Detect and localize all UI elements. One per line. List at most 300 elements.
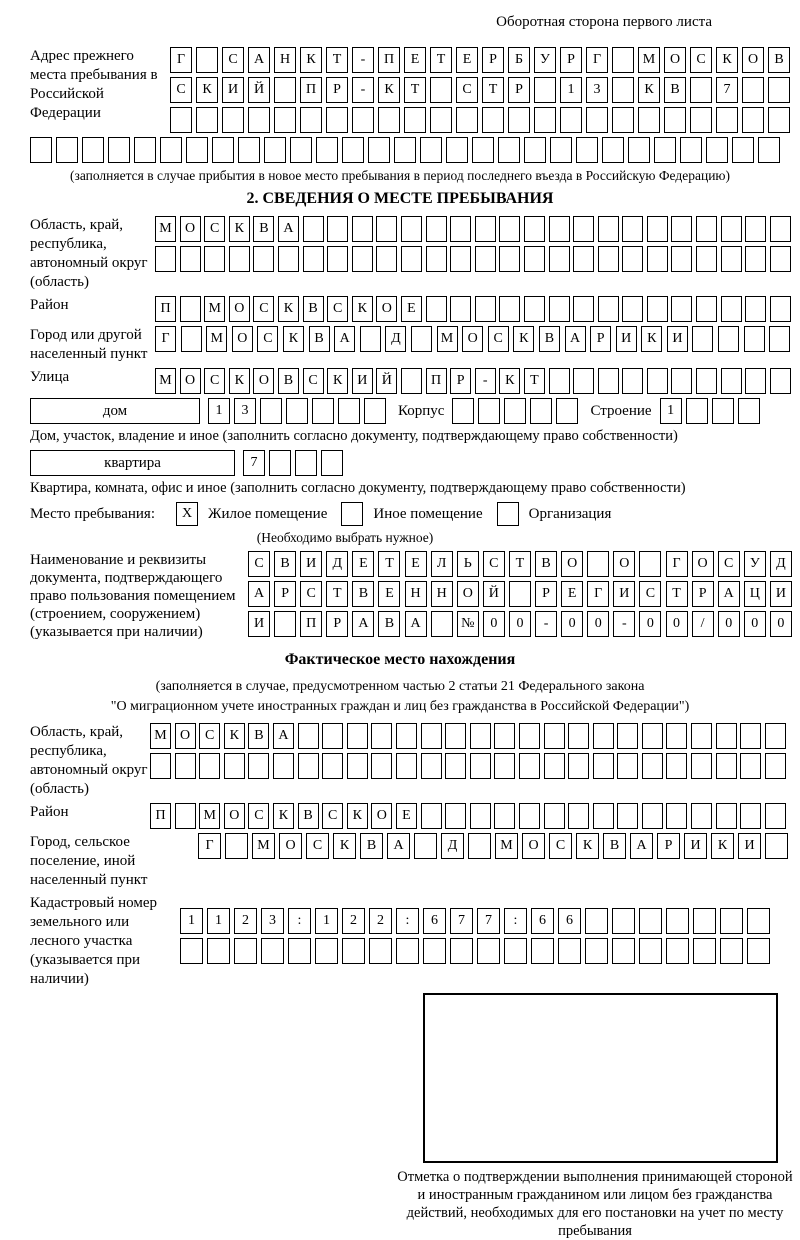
char-cell: И (352, 368, 373, 394)
char-cell: К (300, 47, 322, 73)
char-cell (404, 107, 426, 133)
char-cell: 7 (716, 77, 738, 103)
char-cell (290, 137, 312, 163)
section2-title: 2. СВЕДЕНИЯ О МЕСТЕ ПРЕБЫВАНИЯ (246, 190, 554, 207)
char-cell: С (170, 77, 192, 103)
char-cell (396, 938, 419, 964)
char-cell: И (667, 326, 688, 352)
char-cell (712, 398, 734, 424)
char-cell (638, 107, 660, 133)
char-cell (666, 803, 687, 829)
char-cell (716, 753, 737, 779)
char-cell (396, 753, 417, 779)
char-cell: С (549, 833, 572, 859)
char-cell: 2 (342, 908, 365, 934)
district-label: Район (30, 297, 69, 313)
char-grid-stroenie (660, 398, 760, 424)
char-cell (696, 216, 717, 242)
field-region-actual (30, 723, 770, 799)
char-cell: И (222, 77, 244, 103)
char-cell (303, 246, 324, 272)
char-cell: И (738, 833, 761, 859)
char-cell (426, 296, 447, 322)
char-cell (401, 216, 422, 242)
char-cell (768, 107, 790, 133)
char-cell: Г (666, 551, 688, 577)
char-cell: Е (401, 296, 422, 322)
char-cell: О (279, 833, 302, 859)
checkbox-organization (497, 502, 519, 526)
char-cell (666, 908, 689, 934)
char-cell (321, 450, 343, 476)
char-cell (394, 137, 416, 163)
char-cell: Р (482, 47, 504, 73)
char-cell: 1 (660, 398, 682, 424)
char-cell (342, 938, 365, 964)
char-cell: С (488, 326, 509, 352)
char-cell (765, 803, 786, 829)
char-cell: Д (326, 551, 348, 577)
char-cell (342, 137, 364, 163)
char-cell (368, 137, 390, 163)
char-cell (647, 216, 668, 242)
char-cell (446, 137, 468, 163)
confirmation-mark-area (395, 993, 795, 1240)
char-cell (273, 753, 294, 779)
char-cell (744, 326, 765, 352)
char-cell: М (638, 47, 660, 73)
char-cell: А (352, 611, 374, 637)
char-cell (160, 137, 182, 163)
char-cell (288, 938, 311, 964)
char-cell (617, 723, 638, 749)
char-cell (549, 368, 570, 394)
char-cell (175, 803, 196, 829)
char-cell (253, 246, 274, 272)
char-cell: Е (378, 581, 400, 607)
char-cell: О (457, 581, 479, 607)
region-actual-grid (150, 723, 786, 779)
char-cell: Д (385, 326, 406, 352)
char-cell: Е (404, 47, 426, 73)
char-cell (274, 611, 296, 637)
char-cell (598, 246, 619, 272)
field-cadastre (30, 894, 770, 989)
char-cell (622, 246, 643, 272)
char-cell: В (274, 551, 296, 577)
char-cell: С (456, 77, 478, 103)
char-cell (286, 398, 308, 424)
char-cell (716, 723, 737, 749)
char-cell (207, 938, 230, 964)
apartment-row (30, 450, 770, 476)
char-cell (647, 296, 668, 322)
char-cell: А (565, 326, 586, 352)
char-grid-cadastre-1 (180, 908, 770, 934)
char-cell: О (462, 326, 483, 352)
char-cell (720, 938, 743, 964)
region-grid (155, 216, 791, 272)
char-cell (519, 753, 540, 779)
char-cell (585, 908, 608, 934)
char-cell: В (378, 611, 400, 637)
char-cell (612, 908, 635, 934)
char-cell: Р (560, 47, 582, 73)
char-cell: К (283, 326, 304, 352)
char-cell (150, 753, 171, 779)
char-cell (721, 296, 742, 322)
char-cell: 7 (477, 908, 500, 934)
char-cell: 7 (243, 450, 265, 476)
char-cell: К (716, 47, 738, 73)
char-cell (612, 938, 635, 964)
char-cell (482, 107, 504, 133)
char-cell: Р (326, 77, 348, 103)
char-cell (468, 833, 491, 859)
char-cell (401, 368, 422, 394)
char-cell (499, 246, 520, 272)
char-cell: Р (326, 611, 348, 637)
char-grid-street (155, 368, 791, 394)
char-cell (478, 398, 500, 424)
char-cell: А (387, 833, 410, 859)
char-cell (598, 216, 619, 242)
char-cell: 1 (315, 908, 338, 934)
char-cell (445, 723, 466, 749)
char-cell (666, 753, 687, 779)
char-cell (430, 77, 452, 103)
char-cell (745, 368, 766, 394)
char-cell: Т (326, 47, 348, 73)
char-cell (322, 753, 343, 779)
char-cell (576, 137, 598, 163)
char-cell (475, 246, 496, 272)
char-cell (475, 216, 496, 242)
char-cell (519, 803, 540, 829)
char-cell (326, 107, 348, 133)
char-cell: И (770, 581, 792, 607)
char-cell (371, 753, 392, 779)
char-grid-document-1 (248, 551, 792, 577)
char-cell (622, 296, 643, 322)
char-cell (524, 137, 546, 163)
char-cell: А (278, 216, 299, 242)
char-cell (298, 753, 319, 779)
char-cell: О (742, 47, 764, 73)
char-cell (524, 246, 545, 272)
char-cell: Б (508, 47, 530, 73)
char-cell: М (155, 368, 176, 394)
city-label: Город или другой населенный пункт (30, 327, 148, 362)
char-cell: М (150, 723, 171, 749)
confirmation-mark-caption: Отметка о подтверждении выполнения принимающей стороной и иностранным гражданином или лицом без гражданства действий, необходимых для его постановки на учет по месту пребывания (397, 1169, 793, 1239)
char-cell: 1 (180, 908, 203, 934)
char-cell (369, 938, 392, 964)
char-cell (452, 398, 474, 424)
char-cell (509, 581, 531, 607)
char-cell: Е (352, 551, 374, 577)
char-cell (745, 296, 766, 322)
region-actual-label: Область, край, республика, автономный округ (область) (30, 724, 148, 797)
char-cell (593, 753, 614, 779)
section3-caption-line2: "О миграционном учете иностранных граждан и лиц без гражданства в Российской Федерации") (110, 699, 690, 714)
field-street (30, 368, 770, 394)
char-cell (401, 246, 422, 272)
char-cell: С (306, 833, 329, 859)
char-cell (622, 216, 643, 242)
char-cell (768, 77, 790, 103)
char-cell (450, 938, 473, 964)
char-cell: Р (692, 581, 714, 607)
char-cell: Н (431, 581, 453, 607)
char-cell (671, 296, 692, 322)
char-cell (612, 77, 634, 103)
char-cell: К (224, 723, 245, 749)
option-residential-label: Жилое помещение (208, 505, 328, 522)
char-cell (732, 137, 754, 163)
char-cell: Т (326, 581, 348, 607)
char-cell: С (327, 296, 348, 322)
char-cell: М (495, 833, 518, 859)
char-cell: М (437, 326, 458, 352)
char-cell (472, 137, 494, 163)
field-district-actual (30, 803, 770, 829)
char-cell (680, 137, 702, 163)
char-cell: В (768, 47, 790, 73)
char-cell (550, 137, 572, 163)
char-cell (617, 803, 638, 829)
char-cell: - (535, 611, 557, 637)
char-cell: 0 (639, 611, 661, 637)
char-cell (690, 77, 712, 103)
char-cell (524, 216, 545, 242)
char-cell: Е (561, 581, 583, 607)
char-cell (642, 753, 663, 779)
char-cell (691, 753, 712, 779)
char-cell (264, 137, 286, 163)
char-cell (721, 216, 742, 242)
char-cell (671, 368, 692, 394)
char-cell: К (229, 216, 250, 242)
char-grid-apartment (243, 450, 343, 476)
char-cell (770, 216, 791, 242)
char-cell (494, 803, 515, 829)
char-grid-prev-address-2 (170, 77, 790, 103)
char-cell: Т (378, 551, 400, 577)
char-cell (747, 908, 770, 934)
char-cell (234, 938, 257, 964)
char-cell: - (475, 368, 496, 394)
char-cell (499, 296, 520, 322)
char-cell (470, 753, 491, 779)
char-cell (352, 246, 373, 272)
char-cell (378, 107, 400, 133)
char-cell (274, 107, 296, 133)
char-cell: Р (450, 368, 471, 394)
char-cell: П (426, 368, 447, 394)
char-cell: В (253, 216, 274, 242)
char-cell: П (378, 47, 400, 73)
char-cell (504, 938, 527, 964)
char-cell: И (248, 611, 270, 637)
char-cell (745, 246, 766, 272)
char-cell (720, 908, 743, 934)
char-cell: 0 (718, 611, 740, 637)
char-cell (470, 803, 491, 829)
char-cell: К (576, 833, 599, 859)
char-grid-prev-address-1 (170, 47, 790, 73)
char-cell: Г (170, 47, 192, 73)
char-cell: Й (376, 368, 397, 394)
char-cell (740, 803, 761, 829)
char-cell (647, 368, 668, 394)
char-cell (692, 326, 713, 352)
char-cell: 0 (666, 611, 688, 637)
char-cell (642, 803, 663, 829)
char-cell (315, 938, 338, 964)
char-cell (199, 753, 220, 779)
document-label: Наименование и реквизиты документа, подтверждающего право пользования помещением (строением, сооружением) (указывается при наличии) (30, 552, 236, 640)
char-cell (180, 296, 201, 322)
char-cell (180, 246, 201, 272)
char-cell (421, 753, 442, 779)
char-cell: О (253, 368, 274, 394)
stay-type-label: Место пребывания: (30, 505, 155, 522)
char-cell: К (499, 368, 520, 394)
char-cell: К (641, 326, 662, 352)
char-cell (558, 938, 581, 964)
char-cell (316, 137, 338, 163)
field-region (30, 216, 770, 292)
char-cell: Е (396, 803, 417, 829)
char-cell (549, 246, 570, 272)
char-cell: П (155, 296, 176, 322)
char-cell: 6 (423, 908, 446, 934)
char-cell (530, 398, 552, 424)
house-caption: Дом, участок, владение и иное (заполнить согласно документу, подтверждающему право собственности) (30, 428, 678, 444)
char-cell: В (539, 326, 560, 352)
char-cell: В (278, 368, 299, 394)
char-cell (693, 938, 716, 964)
char-cell: М (206, 326, 227, 352)
char-cell (587, 551, 609, 577)
char-cell: 7 (450, 908, 473, 934)
char-cell: 0 (770, 611, 792, 637)
char-cell (765, 723, 786, 749)
char-cell (568, 803, 589, 829)
char-cell: О (180, 368, 201, 394)
char-cell (134, 137, 156, 163)
char-cell: О (692, 551, 714, 577)
char-cell (639, 908, 662, 934)
char-cell: Р (590, 326, 611, 352)
char-cell (470, 723, 491, 749)
char-grid-house (208, 398, 386, 424)
char-cell (716, 107, 738, 133)
char-cell (360, 326, 381, 352)
char-cell (586, 107, 608, 133)
char-cell (666, 723, 687, 749)
char-cell: В (360, 833, 383, 859)
char-cell: Л (431, 551, 453, 577)
checkbox-other-premises (341, 502, 363, 526)
char-cell (556, 398, 578, 424)
char-cell: Н (405, 581, 427, 607)
char-cell: Г (198, 833, 221, 859)
char-cell (278, 246, 299, 272)
char-cell (598, 296, 619, 322)
char-cell: Й (248, 77, 270, 103)
char-cell (770, 246, 791, 272)
district-actual-label: Район (30, 804, 69, 820)
char-cell (765, 833, 788, 859)
char-cell (573, 296, 594, 322)
char-cell: Т (430, 47, 452, 73)
field-district (30, 296, 770, 322)
char-grid-document-3 (248, 611, 792, 637)
char-cell (423, 938, 446, 964)
char-cell: С (248, 551, 270, 577)
char-grid-city (155, 326, 790, 352)
house-box-label: дом (30, 398, 200, 424)
stay-type-caption: (Необходимо выбрать нужное) (256, 530, 434, 545)
char-cell (327, 216, 348, 242)
char-cell (534, 107, 556, 133)
char-cell: Е (456, 47, 478, 73)
char-cell (450, 246, 471, 272)
char-cell: К (352, 296, 373, 322)
char-cell: С (718, 551, 740, 577)
char-cell (740, 723, 761, 749)
char-cell: С (204, 368, 225, 394)
char-cell (347, 753, 368, 779)
char-cell (568, 753, 589, 779)
city-actual-label: Город, сельское поселение, иной населенный пункт (30, 834, 148, 888)
char-cell: 0 (587, 611, 609, 637)
char-cell: 1 (560, 77, 582, 103)
char-cell (612, 107, 634, 133)
char-cell (196, 47, 218, 73)
char-cell: М (252, 833, 275, 859)
char-cell: / (692, 611, 714, 637)
char-cell (549, 296, 570, 322)
char-cell (747, 938, 770, 964)
char-cell (770, 368, 791, 394)
char-cell: О (522, 833, 545, 859)
cadastre-grid (180, 908, 770, 964)
char-cell (573, 368, 594, 394)
char-cell (225, 833, 248, 859)
char-cell (765, 753, 786, 779)
char-cell (544, 723, 565, 749)
char-cell: И (616, 326, 637, 352)
char-grid-prev-address-3 (170, 107, 790, 133)
char-cell (519, 723, 540, 749)
char-cell: С (483, 551, 505, 577)
char-cell (534, 77, 556, 103)
char-cell: К (278, 296, 299, 322)
char-cell: У (534, 47, 556, 73)
char-cell (181, 326, 202, 352)
char-cell: С (257, 326, 278, 352)
stay-type-row (30, 502, 770, 526)
char-grid-cadastre-2 (180, 938, 770, 964)
char-cell (593, 723, 614, 749)
char-cell (426, 246, 447, 272)
char-cell (531, 938, 554, 964)
char-cell (671, 246, 692, 272)
char-cell (421, 803, 442, 829)
